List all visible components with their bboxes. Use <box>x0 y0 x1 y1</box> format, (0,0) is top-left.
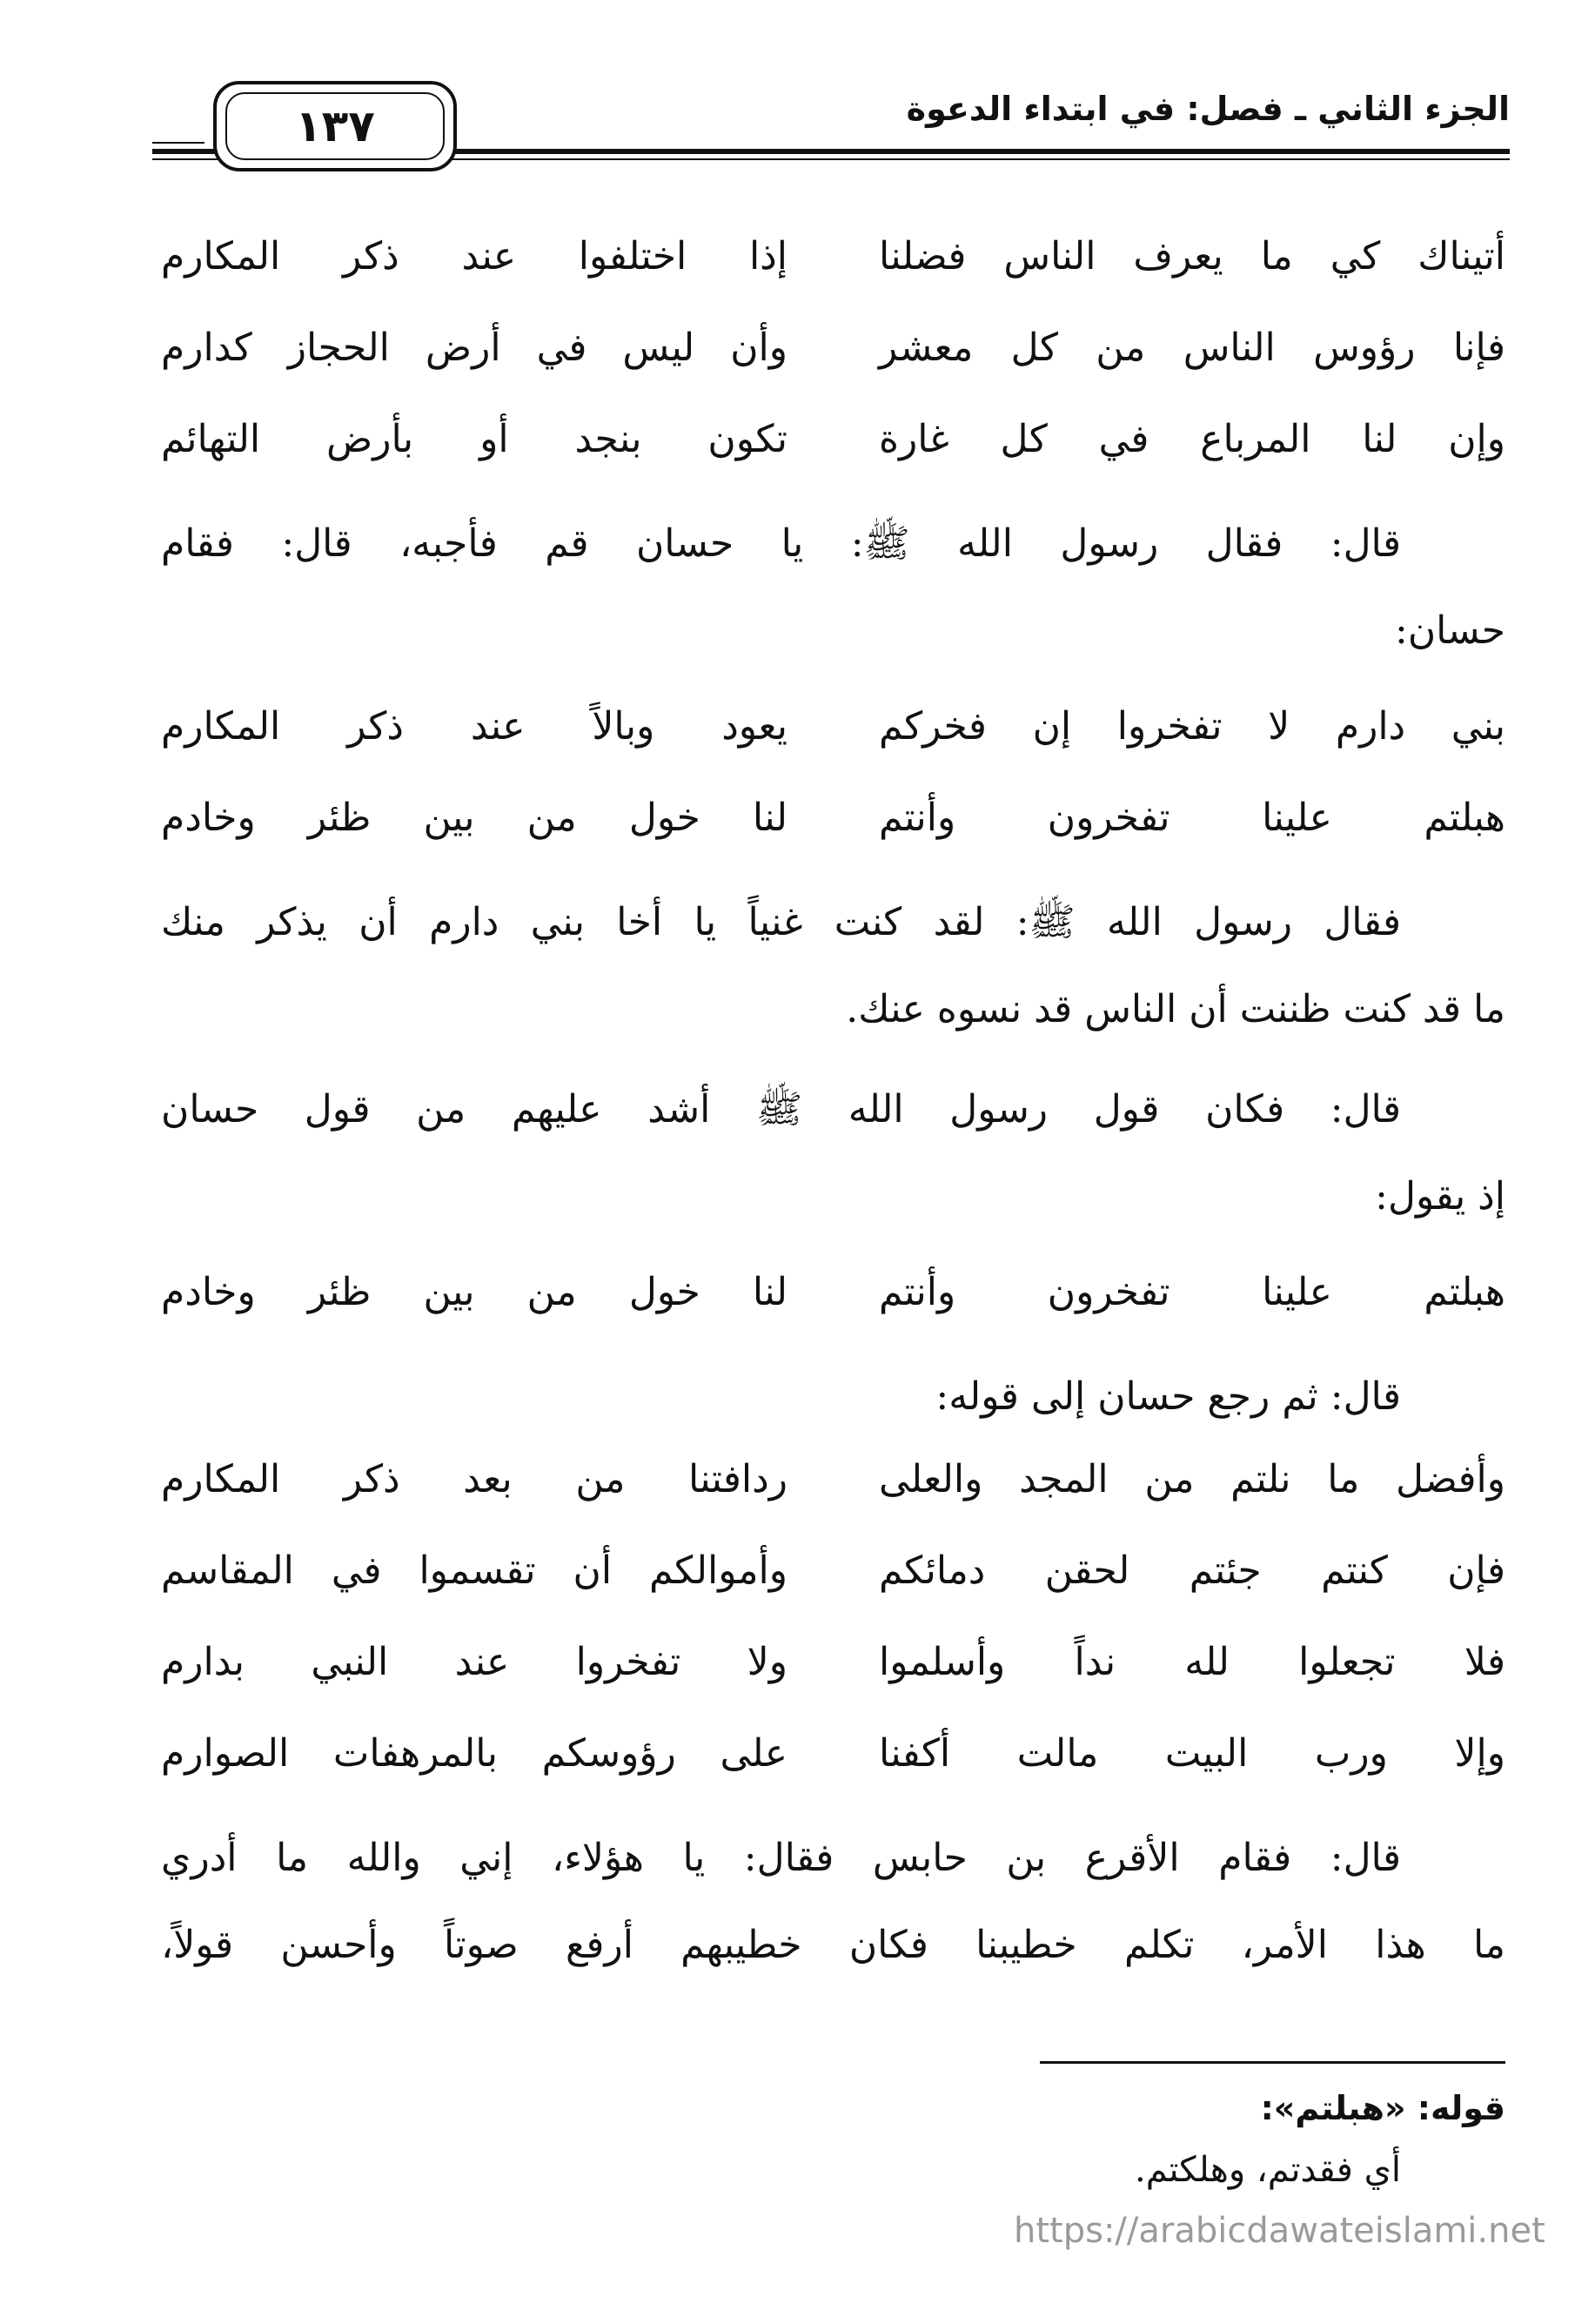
header-rule-accent <box>152 142 204 144</box>
verse-first-hemistich: فلا تجعلوا لله نداً وأسلموا <box>879 1640 1505 1684</box>
verse-line <box>161 1619 1505 1706</box>
prose-line: ما هذا الأمر، تكلم خطيبنا فكان خطيبهم أرفع صوتاً وأحسن قولاً، <box>161 1923 1505 1967</box>
verse-second-hemistich: ردافتنا من بعد ذكر المكارم <box>161 1457 788 1501</box>
verse-first-hemistich: هبلتم علينا تفخرون وأنتم <box>879 1270 1505 1314</box>
verse-second-hemistich: لنا خول من بين ظئر وخادم <box>161 1270 788 1314</box>
verse-first-hemistich: بني دارم لا تفخروا إن فخركم <box>879 704 1505 749</box>
verse-line <box>161 775 1505 862</box>
prose-line: قال: فقام الأقرع بن حابس فقال: يا هؤلاء، إني والله ما أدري <box>161 1836 1401 1880</box>
verse-line <box>161 1710 1505 1797</box>
footnote-text: أي فقدتم، وهلكتم. <box>1134 2150 1401 2190</box>
verse-second-hemistich: على رؤوسكم بالمرهفات الصوارم <box>161 1731 788 1776</box>
verse-first-hemistich: وإن لنا المرباع في كل غارة <box>879 417 1505 461</box>
footnote-separator <box>1040 2061 1505 2064</box>
verse-line <box>161 683 1505 770</box>
verse-second-hemistich: تكون بنجد أو بأرض التهائم <box>161 417 788 461</box>
verse-first-hemistich: أتيناك كي ما يعرف الناس فضلنا <box>879 234 1505 279</box>
page-number-frame <box>213 81 457 171</box>
verse-second-hemistich: وأموالكم أن تقسموا في المقاسم <box>161 1548 788 1593</box>
prose-line: حسان: <box>1395 608 1505 653</box>
verse-second-hemistich: وأن ليس في أرض الحجاز كدارم <box>161 326 788 370</box>
verse-second-hemistich: يعود وبالاً عند ذكر المكارم <box>161 704 788 749</box>
watermark-url: https://arabicdawateislami.net <box>1014 2211 1545 2251</box>
verse-line <box>161 396 1505 483</box>
prose-line: قال: فكان قول رسول الله ﷺ أشد عليهم من قول حسان <box>161 1087 1401 1132</box>
verse-line <box>161 1528 1505 1615</box>
verse-second-hemistich: إذا اختلفوا عند ذكر المكارم <box>161 234 788 279</box>
page-number: ١٣٧ <box>225 92 445 160</box>
verse-first-hemistich: وإلا ورب البيت مالت أكفنا <box>879 1731 1505 1776</box>
prose-line: فقال رسول الله ﷺ: لقد كنت غنياً يا أخا بني دارم أن يذكر منك <box>161 900 1401 944</box>
verse-first-hemistich: وأفضل ما نلتم من المجد والعلى <box>879 1457 1505 1501</box>
prose-line: قال: ثم رجع حسان إلى قوله: <box>935 1374 1401 1419</box>
verse-first-hemistich: فإنا رؤوس الناس من كل معشر <box>879 326 1505 370</box>
verse-line <box>161 305 1505 392</box>
running-title: الجزء الثاني ـ فصل: في ابتداء الدعوة <box>906 90 1510 128</box>
prose-line: إذ يقول: <box>1375 1174 1505 1219</box>
prose-line: ما قد كنت ظننت أن الناس قد نسوه عنك. <box>846 987 1505 1031</box>
page-header <box>152 74 1510 187</box>
verse-second-hemistich: لنا خول من بين ظئر وخادم <box>161 796 788 840</box>
verse-line <box>161 213 1505 300</box>
verse-line <box>161 1249 1505 1336</box>
verse-second-hemistich: ولا تفخروا عند النبي بدارم <box>161 1640 788 1684</box>
verse-first-hemistich: هبلتم علينا تفخرون وأنتم <box>879 796 1505 840</box>
verse-line <box>161 1436 1505 1523</box>
verse-first-hemistich: فإن كنتم جئتم لحقن دمائكم <box>879 1548 1505 1593</box>
prose-line: قال: فقال رسول الله ﷺ: يا حسان قم فأجبه، قال: فقام <box>161 521 1401 566</box>
footnote-heading: قوله: «هبلتم»: <box>1260 2089 1505 2127</box>
